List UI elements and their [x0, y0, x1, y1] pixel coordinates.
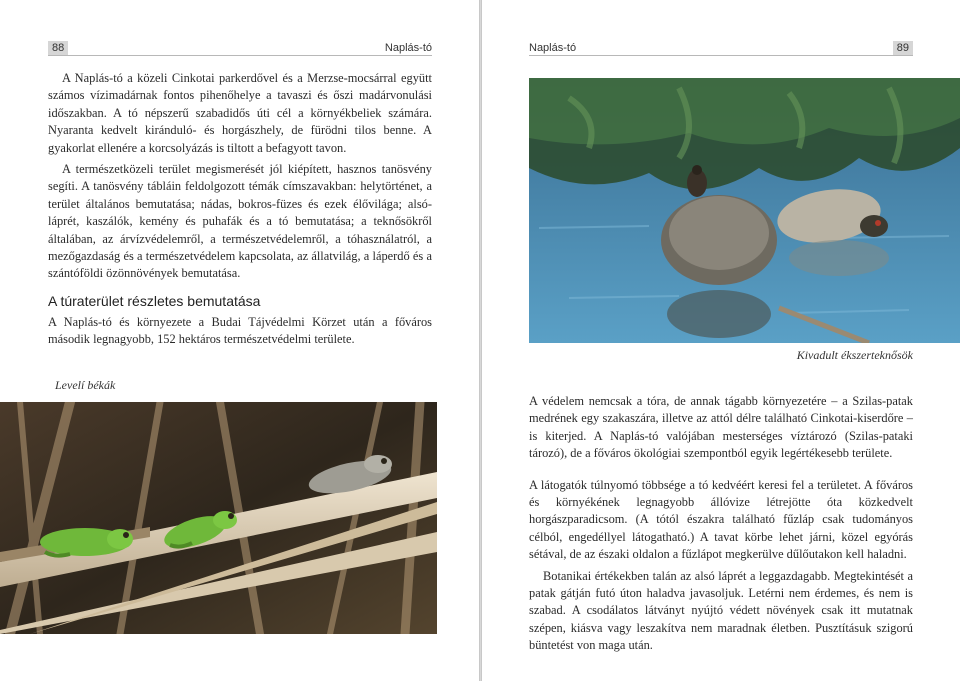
- paragraph: A Naplás-tó és környezete a Budai Tájvédelmi Körzet után a főváros második legnagyobb, 152 hektáros természetvédelmi területe.: [48, 315, 432, 347]
- paragraph: A védelem nemcsak a tóra, de annak tágabb környezetére – a Szilas-patak medrének egy szakaszára, illetve az attól délre található Cinkotai-kiserdőre – is kiterjed. A Naplás-tó valójában mesterséges víztározó (Szilas-pataki tározó), de a főváros ökológiai szempontból egyik legértékesebb területe.: [529, 394, 913, 461]
- left-body-text: [48, 70, 432, 283]
- photo-caption: Levelí békák: [55, 378, 116, 392]
- paragraph: A látogatók túlnyomó többsége a tó kedvéért keresi fel a területet. A főváros és környékének legnagyobb állóvize létrejötte óta közkedvelt horgászparadicsom. (A tótól északra található fűzláp csak tudományos célból, engedéllyel látogatható.) A tavat körbe lehet járni, közel egyórás sétával, de az északi oldalon a fűzlápot megkerülve dűlőutakon kell haladni.: [529, 477, 913, 562]
- running-title: Naplás-tó: [529, 42, 577, 54]
- left-page-header: [48, 41, 432, 56]
- running-title: Naplás-tó: [384, 42, 432, 54]
- right-page: [481, 0, 960, 681]
- turtles-photo: [529, 78, 960, 343]
- right-page-header: [529, 41, 913, 56]
- page-number: 89: [893, 41, 913, 56]
- header-rule: [48, 55, 432, 56]
- header-rule: [529, 55, 913, 56]
- turtle: [661, 195, 777, 338]
- paragraph: A Naplás-tó a közeli Cinkotai parkerdővel és a Merzse-mocsárral együtt számos vízimadárnak fontos pihenőhelye a tavaszi és őszi madárvonulási időszakban. A tó népszerű szabadidős úti cél a környékbeliek számára. Nyaranta kedvelt kiránduló- és horgászhely, de fürödni tilos benne. A gyakorlat ellenére a korcsolyázás is tiltott a befagyott tavon.: [48, 71, 432, 155]
- right-body-text: [529, 393, 913, 655]
- tree-frogs-photo: [0, 402, 437, 634]
- page-number: 88: [48, 41, 68, 56]
- section-heading: A túraterület részletes bemutatása: [48, 293, 261, 309]
- paragraph: A természetközeli terület megismerését jól kiépített, hasznos tanösvény segíti. A tanösvény tábláin feldolgozott témák címszavakban: helytörténet, a terület általános bemutatása; nádas, bokros-füzes és ezek élővilága; alsó-láprét, kaszálók, kemény és puhafák és a tó bemutatása; a teknősökről általában, az árvízvédelemről, a természetvédelemről, a tóhasználatról, a mezőgazdaság és a természetvédelem kapcsolata, az állatvilág, a láperdő és a szántóföldi özönnövények bemutatása.: [48, 162, 432, 281]
- paragraph: Botanikai értékekben talán az alsó láprét a leggazdagabb. Megtekintését a patak gátján futó úton haladva javasoljuk. Letérni nem érdemes, és nem is szabad. A csodálatos látványt nyújtó védett növények csak itt mutatnak szépen, kiásva vagy leszakítva nem maradnak életben. Pusztításuk szigorú büntetést von maga után.: [529, 568, 913, 653]
- section-text: [48, 314, 432, 349]
- photo-caption: Kivadult ékszerteknősök: [796, 348, 913, 362]
